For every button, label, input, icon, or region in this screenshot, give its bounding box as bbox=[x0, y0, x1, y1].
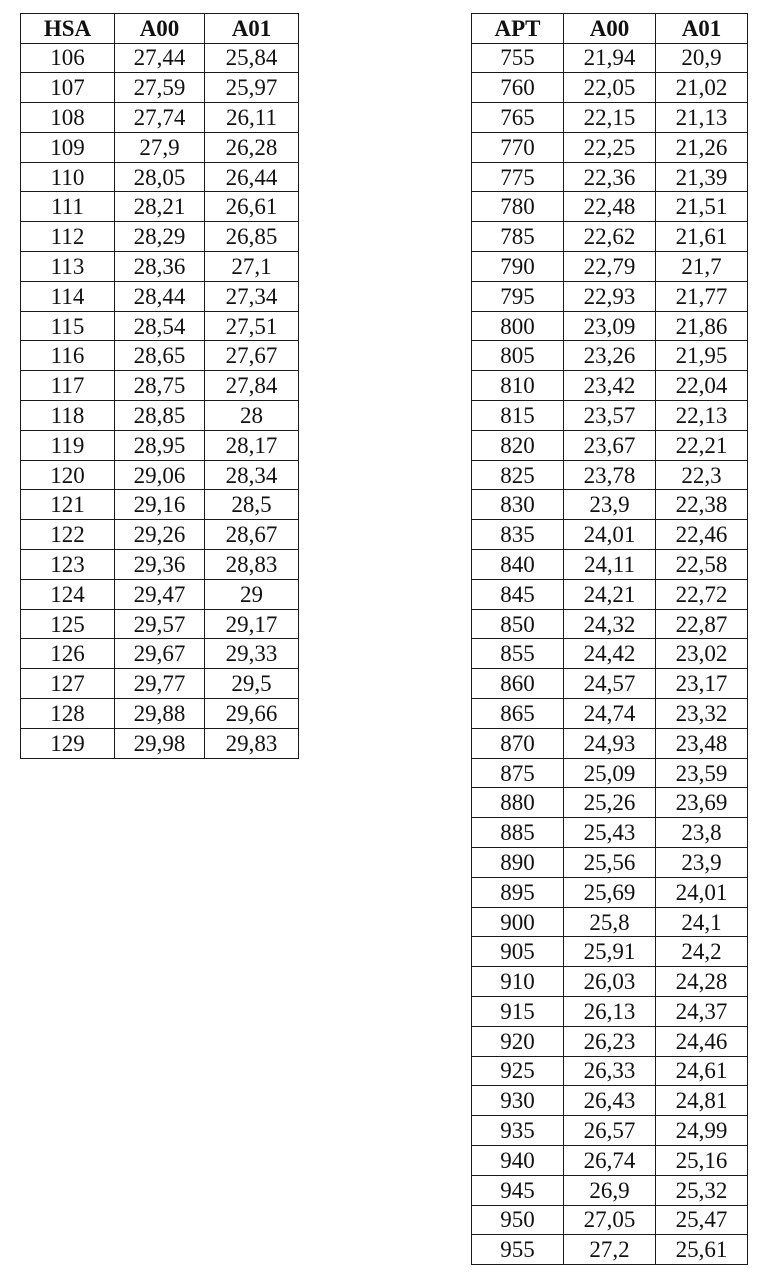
score-cell: 775 bbox=[472, 162, 564, 192]
table-row bbox=[472, 907, 748, 937]
a01-cell: 21,61 bbox=[656, 222, 748, 252]
a01-cell: 27,84 bbox=[205, 371, 299, 401]
a00-cell: 28,75 bbox=[115, 371, 205, 401]
table-row bbox=[21, 639, 299, 669]
table-row bbox=[472, 401, 748, 431]
a00-cell: 26,23 bbox=[564, 1026, 656, 1056]
a00-cell: 22,93 bbox=[564, 281, 656, 311]
a01-cell: 25,32 bbox=[656, 1175, 748, 1205]
table-row bbox=[472, 728, 748, 758]
table-row bbox=[21, 430, 299, 460]
score-cell: 120 bbox=[21, 460, 115, 490]
a00-cell: 22,62 bbox=[564, 222, 656, 252]
a00-cell: 25,43 bbox=[564, 818, 656, 848]
table-row bbox=[472, 1116, 748, 1146]
table-row bbox=[21, 579, 299, 609]
score-cell: 124 bbox=[21, 579, 115, 609]
score-cell: 107 bbox=[21, 73, 115, 103]
score-cell: 128 bbox=[21, 699, 115, 729]
table-row bbox=[472, 371, 748, 401]
table-row bbox=[472, 579, 748, 609]
a00-cell: 24,32 bbox=[564, 609, 656, 639]
score-cell: 815 bbox=[472, 401, 564, 431]
table-row bbox=[472, 550, 748, 580]
table-body bbox=[21, 43, 299, 758]
a01-cell: 21,13 bbox=[656, 103, 748, 133]
table-row bbox=[472, 758, 748, 788]
a01-cell: 28,67 bbox=[205, 520, 299, 550]
table-row bbox=[472, 639, 748, 669]
a00-cell: 26,43 bbox=[564, 1086, 656, 1116]
table-row bbox=[472, 788, 748, 818]
score-cell: 950 bbox=[472, 1205, 564, 1235]
table-row bbox=[21, 43, 299, 73]
header-hsa: HSA bbox=[21, 14, 115, 44]
header-row bbox=[21, 14, 299, 44]
score-cell: 935 bbox=[472, 1116, 564, 1146]
a00-cell: 27,05 bbox=[564, 1205, 656, 1235]
score-cell: 760 bbox=[472, 73, 564, 103]
a00-cell: 23,09 bbox=[564, 311, 656, 341]
header-a00: A00 bbox=[564, 14, 656, 44]
a01-cell: 21,51 bbox=[656, 192, 748, 222]
a01-cell: 23,48 bbox=[656, 728, 748, 758]
table-row bbox=[21, 401, 299, 431]
a00-cell: 21,94 bbox=[564, 43, 656, 73]
score-cell: 119 bbox=[21, 430, 115, 460]
a00-cell: 23,26 bbox=[564, 341, 656, 371]
a00-cell: 28,44 bbox=[115, 281, 205, 311]
table-row bbox=[472, 997, 748, 1027]
score-cell: 113 bbox=[21, 252, 115, 282]
table-row bbox=[472, 222, 748, 252]
a01-cell: 24,37 bbox=[656, 997, 748, 1027]
a01-cell: 27,1 bbox=[205, 252, 299, 282]
score-cell: 112 bbox=[21, 222, 115, 252]
score-cell: 820 bbox=[472, 430, 564, 460]
score-cell: 109 bbox=[21, 132, 115, 162]
score-cell: 129 bbox=[21, 728, 115, 758]
a00-cell: 24,93 bbox=[564, 728, 656, 758]
a00-cell: 26,57 bbox=[564, 1116, 656, 1146]
table-row bbox=[472, 192, 748, 222]
a00-cell: 25,09 bbox=[564, 758, 656, 788]
a01-cell: 24,81 bbox=[656, 1086, 748, 1116]
score-cell: 795 bbox=[472, 281, 564, 311]
a01-cell: 21,95 bbox=[656, 341, 748, 371]
score-cell: 115 bbox=[21, 311, 115, 341]
a00-cell: 25,56 bbox=[564, 848, 656, 878]
score-cell: 127 bbox=[21, 669, 115, 699]
table-row bbox=[472, 162, 748, 192]
a00-cell: 28,65 bbox=[115, 341, 205, 371]
a01-cell: 25,84 bbox=[205, 43, 299, 73]
hsa-score-table bbox=[20, 13, 299, 759]
table-row bbox=[21, 490, 299, 520]
a01-cell: 23,32 bbox=[656, 699, 748, 729]
score-cell: 770 bbox=[472, 132, 564, 162]
score-cell: 860 bbox=[472, 669, 564, 699]
score-cell: 785 bbox=[472, 222, 564, 252]
a01-cell: 26,28 bbox=[205, 132, 299, 162]
score-cell: 835 bbox=[472, 520, 564, 550]
a01-cell: 22,87 bbox=[656, 609, 748, 639]
score-cell: 121 bbox=[21, 490, 115, 520]
header-apt: APT bbox=[472, 14, 564, 44]
a01-cell: 21,26 bbox=[656, 132, 748, 162]
score-cell: 865 bbox=[472, 699, 564, 729]
score-cell: 845 bbox=[472, 579, 564, 609]
a01-cell: 22,38 bbox=[656, 490, 748, 520]
a00-cell: 29,57 bbox=[115, 609, 205, 639]
score-cell: 885 bbox=[472, 818, 564, 848]
a01-cell: 28,5 bbox=[205, 490, 299, 520]
a00-cell: 23,78 bbox=[564, 460, 656, 490]
a00-cell: 29,98 bbox=[115, 728, 205, 758]
table-row bbox=[21, 132, 299, 162]
a01-cell: 24,2 bbox=[656, 937, 748, 967]
a01-cell: 24,61 bbox=[656, 1056, 748, 1086]
a01-cell: 22,46 bbox=[656, 520, 748, 550]
a01-cell: 27,67 bbox=[205, 341, 299, 371]
table-row bbox=[472, 430, 748, 460]
a00-cell: 29,06 bbox=[115, 460, 205, 490]
header-a01: A01 bbox=[205, 14, 299, 44]
score-cell: 880 bbox=[472, 788, 564, 818]
a01-cell: 23,59 bbox=[656, 758, 748, 788]
score-cell: 895 bbox=[472, 877, 564, 907]
header-row bbox=[472, 14, 748, 44]
table-row bbox=[21, 311, 299, 341]
a01-cell: 28 bbox=[205, 401, 299, 431]
a00-cell: 28,36 bbox=[115, 252, 205, 282]
table-row bbox=[472, 73, 748, 103]
score-cell: 870 bbox=[472, 728, 564, 758]
table-row bbox=[472, 1205, 748, 1235]
table-row bbox=[472, 818, 748, 848]
a01-cell: 25,47 bbox=[656, 1205, 748, 1235]
a00-cell: 26,03 bbox=[564, 967, 656, 997]
table-row bbox=[472, 699, 748, 729]
a01-cell: 23,69 bbox=[656, 788, 748, 818]
a00-cell: 23,42 bbox=[564, 371, 656, 401]
a00-cell: 26,13 bbox=[564, 997, 656, 1027]
score-cell: 945 bbox=[472, 1175, 564, 1205]
a00-cell: 27,44 bbox=[115, 43, 205, 73]
table-row bbox=[472, 252, 748, 282]
score-cell: 940 bbox=[472, 1145, 564, 1175]
score-cell: 805 bbox=[472, 341, 564, 371]
score-cell: 955 bbox=[472, 1235, 564, 1265]
table-row bbox=[472, 1235, 748, 1265]
a01-cell: 27,51 bbox=[205, 311, 299, 341]
table-row bbox=[21, 699, 299, 729]
a01-cell: 25,97 bbox=[205, 73, 299, 103]
a00-cell: 24,01 bbox=[564, 520, 656, 550]
table-row bbox=[472, 1026, 748, 1056]
a00-cell: 23,9 bbox=[564, 490, 656, 520]
a00-cell: 23,57 bbox=[564, 401, 656, 431]
table-row bbox=[21, 103, 299, 133]
a01-cell: 22,21 bbox=[656, 430, 748, 460]
score-cell: 915 bbox=[472, 997, 564, 1027]
score-cell: 825 bbox=[472, 460, 564, 490]
table-row bbox=[21, 222, 299, 252]
a01-cell: 23,9 bbox=[656, 848, 748, 878]
score-cell: 114 bbox=[21, 281, 115, 311]
table-row bbox=[472, 669, 748, 699]
table-row bbox=[21, 162, 299, 192]
table-row bbox=[472, 281, 748, 311]
table-row bbox=[21, 520, 299, 550]
table-row bbox=[472, 1145, 748, 1175]
score-cell: 122 bbox=[21, 520, 115, 550]
table-row bbox=[21, 281, 299, 311]
score-cell: 905 bbox=[472, 937, 564, 967]
a00-cell: 23,67 bbox=[564, 430, 656, 460]
table-row bbox=[472, 520, 748, 550]
score-cell: 780 bbox=[472, 192, 564, 222]
score-cell: 125 bbox=[21, 609, 115, 639]
a00-cell: 26,74 bbox=[564, 1145, 656, 1175]
score-cell: 840 bbox=[472, 550, 564, 580]
table-row bbox=[21, 550, 299, 580]
a00-cell: 27,9 bbox=[115, 132, 205, 162]
a00-cell: 28,54 bbox=[115, 311, 205, 341]
a00-cell: 29,77 bbox=[115, 669, 205, 699]
a01-cell: 21,39 bbox=[656, 162, 748, 192]
a00-cell: 22,25 bbox=[564, 132, 656, 162]
a00-cell: 25,8 bbox=[564, 907, 656, 937]
a01-cell: 24,46 bbox=[656, 1026, 748, 1056]
score-cell: 110 bbox=[21, 162, 115, 192]
score-cell: 790 bbox=[472, 252, 564, 282]
table-row bbox=[472, 877, 748, 907]
table-row bbox=[472, 1056, 748, 1086]
a00-cell: 29,47 bbox=[115, 579, 205, 609]
a01-cell: 23,02 bbox=[656, 639, 748, 669]
a01-cell: 29,83 bbox=[205, 728, 299, 758]
a01-cell: 21,77 bbox=[656, 281, 748, 311]
a00-cell: 22,05 bbox=[564, 73, 656, 103]
a01-cell: 26,44 bbox=[205, 162, 299, 192]
a01-cell: 21,7 bbox=[656, 252, 748, 282]
apt-score-table bbox=[471, 13, 748, 1265]
a01-cell: 24,1 bbox=[656, 907, 748, 937]
a01-cell: 23,8 bbox=[656, 818, 748, 848]
table-row bbox=[472, 967, 748, 997]
table-row bbox=[472, 43, 748, 73]
table-row bbox=[21, 73, 299, 103]
a01-cell: 29,5 bbox=[205, 669, 299, 699]
a01-cell: 24,28 bbox=[656, 967, 748, 997]
score-cell: 810 bbox=[472, 371, 564, 401]
table-row bbox=[472, 311, 748, 341]
a01-cell: 21,02 bbox=[656, 73, 748, 103]
score-cell: 925 bbox=[472, 1056, 564, 1086]
a01-cell: 24,01 bbox=[656, 877, 748, 907]
a00-cell: 24,21 bbox=[564, 579, 656, 609]
score-cell: 920 bbox=[472, 1026, 564, 1056]
score-cell: 106 bbox=[21, 43, 115, 73]
a00-cell: 28,29 bbox=[115, 222, 205, 252]
a01-cell: 22,13 bbox=[656, 401, 748, 431]
a00-cell: 24,74 bbox=[564, 699, 656, 729]
a01-cell: 28,34 bbox=[205, 460, 299, 490]
score-cell: 126 bbox=[21, 639, 115, 669]
table-row bbox=[21, 192, 299, 222]
header-a01: A01 bbox=[656, 14, 748, 44]
score-cell: 111 bbox=[21, 192, 115, 222]
table-row bbox=[472, 609, 748, 639]
a00-cell: 28,85 bbox=[115, 401, 205, 431]
a01-cell: 21,86 bbox=[656, 311, 748, 341]
a01-cell: 28,83 bbox=[205, 550, 299, 580]
table-row bbox=[21, 252, 299, 282]
a00-cell: 25,69 bbox=[564, 877, 656, 907]
a01-cell: 29,33 bbox=[205, 639, 299, 669]
a00-cell: 25,26 bbox=[564, 788, 656, 818]
score-cell: 900 bbox=[472, 907, 564, 937]
score-cell: 850 bbox=[472, 609, 564, 639]
table-row bbox=[21, 460, 299, 490]
table-header bbox=[21, 14, 299, 44]
a00-cell: 29,26 bbox=[115, 520, 205, 550]
a01-cell: 24,99 bbox=[656, 1116, 748, 1146]
score-cell: 855 bbox=[472, 639, 564, 669]
a01-cell: 23,17 bbox=[656, 669, 748, 699]
a01-cell: 25,16 bbox=[656, 1145, 748, 1175]
a00-cell: 27,59 bbox=[115, 73, 205, 103]
table-row bbox=[472, 460, 748, 490]
score-cell: 800 bbox=[472, 311, 564, 341]
score-cell: 875 bbox=[472, 758, 564, 788]
table-row bbox=[21, 669, 299, 699]
score-cell: 765 bbox=[472, 103, 564, 133]
table-row bbox=[472, 490, 748, 520]
a01-cell: 29,66 bbox=[205, 699, 299, 729]
table-row bbox=[472, 1175, 748, 1205]
table-row bbox=[472, 341, 748, 371]
table-row bbox=[472, 937, 748, 967]
a01-cell: 25,61 bbox=[656, 1235, 748, 1265]
a01-cell: 22,72 bbox=[656, 579, 748, 609]
table-body bbox=[472, 43, 748, 1265]
a01-cell: 26,85 bbox=[205, 222, 299, 252]
a00-cell: 25,91 bbox=[564, 937, 656, 967]
table-row bbox=[472, 103, 748, 133]
a00-cell: 28,21 bbox=[115, 192, 205, 222]
score-cell: 830 bbox=[472, 490, 564, 520]
table-row bbox=[21, 341, 299, 371]
score-cell: 123 bbox=[21, 550, 115, 580]
score-cell: 755 bbox=[472, 43, 564, 73]
a00-cell: 27,2 bbox=[564, 1235, 656, 1265]
a00-cell: 24,57 bbox=[564, 669, 656, 699]
table-row bbox=[472, 1086, 748, 1116]
a00-cell: 28,05 bbox=[115, 162, 205, 192]
header-a00: A00 bbox=[115, 14, 205, 44]
table-row bbox=[21, 371, 299, 401]
a00-cell: 29,88 bbox=[115, 699, 205, 729]
a01-cell: 22,04 bbox=[656, 371, 748, 401]
a00-cell: 26,9 bbox=[564, 1175, 656, 1205]
table-header bbox=[472, 14, 748, 44]
a01-cell: 27,34 bbox=[205, 281, 299, 311]
score-cell: 890 bbox=[472, 848, 564, 878]
a01-cell: 26,61 bbox=[205, 192, 299, 222]
a00-cell: 22,15 bbox=[564, 103, 656, 133]
a00-cell: 24,11 bbox=[564, 550, 656, 580]
a00-cell: 24,42 bbox=[564, 639, 656, 669]
score-cell: 117 bbox=[21, 371, 115, 401]
table-row bbox=[21, 728, 299, 758]
a00-cell: 29,36 bbox=[115, 550, 205, 580]
a00-cell: 29,16 bbox=[115, 490, 205, 520]
a01-cell: 26,11 bbox=[205, 103, 299, 133]
a01-cell: 29 bbox=[205, 579, 299, 609]
table-row bbox=[21, 609, 299, 639]
a00-cell: 26,33 bbox=[564, 1056, 656, 1086]
score-cell: 116 bbox=[21, 341, 115, 371]
a01-cell: 22,58 bbox=[656, 550, 748, 580]
a00-cell: 22,36 bbox=[564, 162, 656, 192]
score-cell: 108 bbox=[21, 103, 115, 133]
table-row bbox=[472, 848, 748, 878]
table-row bbox=[472, 132, 748, 162]
a01-cell: 28,17 bbox=[205, 430, 299, 460]
a01-cell: 20,9 bbox=[656, 43, 748, 73]
a00-cell: 22,79 bbox=[564, 252, 656, 282]
score-cell: 118 bbox=[21, 401, 115, 431]
a00-cell: 28,95 bbox=[115, 430, 205, 460]
a01-cell: 22,3 bbox=[656, 460, 748, 490]
score-cell: 910 bbox=[472, 967, 564, 997]
a00-cell: 27,74 bbox=[115, 103, 205, 133]
a00-cell: 29,67 bbox=[115, 639, 205, 669]
a01-cell: 29,17 bbox=[205, 609, 299, 639]
score-cell: 930 bbox=[472, 1086, 564, 1116]
a00-cell: 22,48 bbox=[564, 192, 656, 222]
